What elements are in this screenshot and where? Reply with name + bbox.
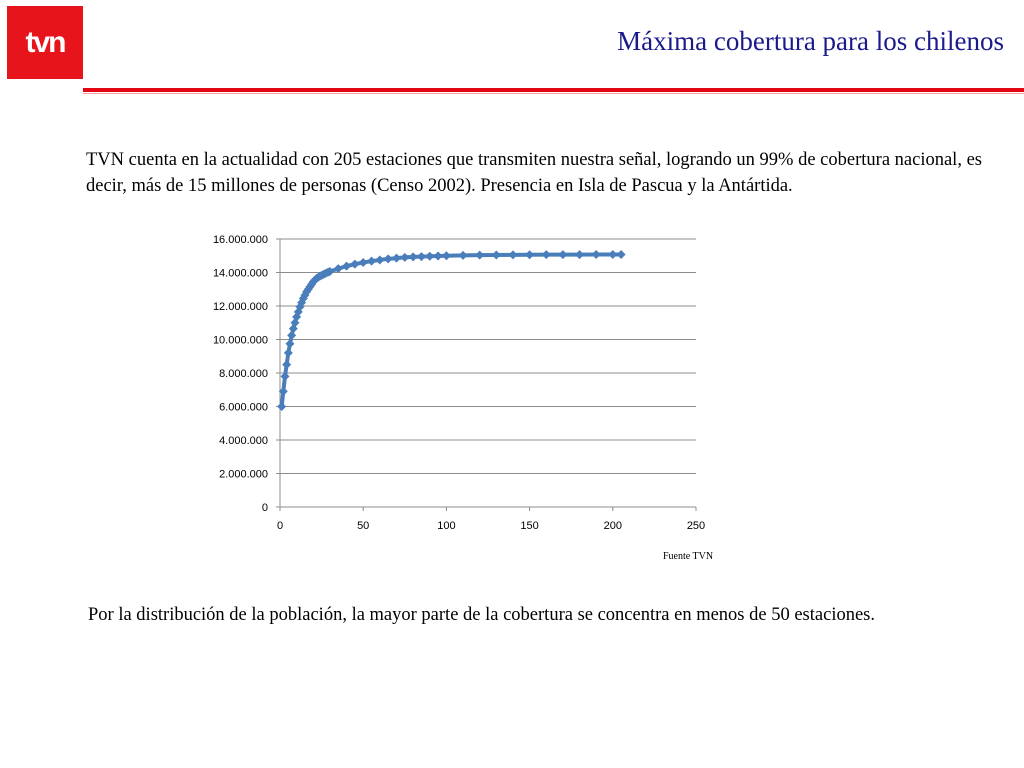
tvn-logo: [7, 6, 83, 79]
data-point: [434, 252, 443, 261]
y-tick-label: 0: [261, 502, 268, 514]
data-point: [342, 262, 351, 271]
y-tick-label: 16.000.000: [212, 234, 268, 246]
x-tick-label: 50: [357, 520, 370, 532]
data-point: [558, 250, 567, 259]
coverage-series: [277, 250, 625, 411]
intro-paragraph: TVN cuenta en la actualidad con 205 estaciones que transmiten nuestra señal, logrando un 99% de cobertura nacional, es decir, más de 15 millones de personas (Censo 2002). Presencia en Isla de Pascua y la Antártida.: [86, 150, 982, 196]
data-point: [575, 250, 584, 259]
data-point: [350, 260, 359, 269]
page-title: Máxima cobertura para los chilenos: [617, 26, 1004, 56]
data-point: [359, 258, 368, 267]
data-point: [384, 254, 393, 263]
coverage-line-chart: [190, 225, 710, 545]
data-point: [492, 250, 501, 259]
data-point: [367, 257, 376, 266]
chart-axes: [276, 239, 696, 511]
source-note: Fuente TVN: [663, 551, 714, 562]
x-tick-label: 250: [686, 520, 706, 532]
data-point: [508, 250, 517, 259]
data-point: [285, 339, 294, 348]
data-point: [392, 254, 401, 263]
data-point: [608, 250, 617, 259]
x-tick-label: 150: [520, 520, 539, 532]
data-point: [425, 252, 434, 261]
data-point: [284, 348, 293, 357]
y-tick-label: 12.000.000: [212, 301, 268, 313]
y-tick-label: 4.000.000: [219, 435, 268, 447]
x-tick-label: 200: [603, 520, 622, 532]
y-tick-label: 2.000.000: [219, 468, 268, 481]
data-point: [409, 252, 418, 261]
footer-paragraph: Por la distribución de la población, la mayor parte de la cobertura se concentra en menos de 50 estaciones.: [88, 605, 875, 625]
y-axis-tick-labels: [213, 234, 268, 514]
series-line: [282, 254, 621, 406]
y-tick-label: 14.000.000: [212, 267, 268, 280]
data-point: [542, 250, 551, 259]
chart-gridlines: [280, 239, 696, 474]
x-tick-label: 0: [276, 520, 284, 532]
data-point: [442, 251, 451, 260]
y-tick-label: 6.000.000: [219, 401, 268, 414]
data-point: [417, 252, 426, 261]
logo-text: tvn: [25, 25, 65, 59]
title-divider: [83, 88, 1024, 92]
data-point: [459, 251, 468, 260]
data-point: [400, 253, 409, 262]
data-point: [277, 402, 286, 411]
title-divider-shadow: [83, 93, 1024, 94]
y-tick-label: 8.000.000: [219, 368, 268, 380]
data-point: [375, 255, 384, 264]
data-point: [287, 331, 296, 340]
data-point: [592, 250, 601, 259]
data-point: [475, 251, 484, 260]
data-point: [282, 360, 291, 369]
y-tick-label: 10.000.000: [212, 334, 268, 347]
data-point: [525, 250, 534, 259]
x-tick-label: 100: [437, 520, 456, 532]
x-axis-tick-labels: [277, 520, 705, 532]
data-point: [617, 250, 626, 259]
